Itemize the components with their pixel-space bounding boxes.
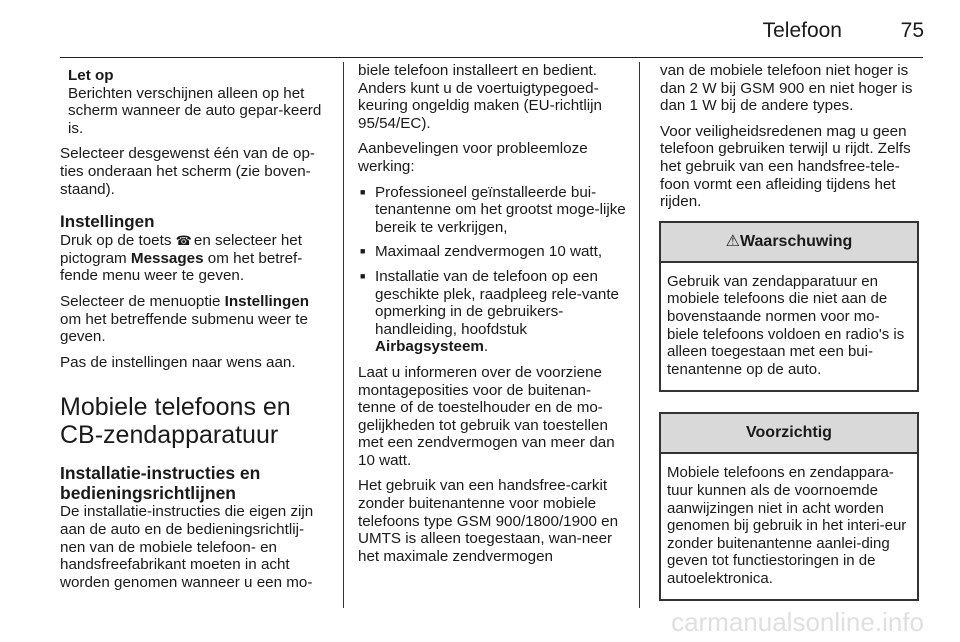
paragraph: Het gebruik van een handsfree-carkit zonder buitenantenne voor mobiele telefoons type GSM 900/1800/1900 en UMTS is alleen toegestaan, wan-neer het maximale zendvermogen <box>358 477 619 565</box>
heading-instellingen: Instellingen <box>60 212 155 232</box>
paragraph: Pas de instellingen naar wens aan. <box>60 353 296 371</box>
phone-icon: ☎ <box>175 233 192 249</box>
header-divider <box>60 57 923 58</box>
watermark: carmanualsonline.info <box>671 607 924 637</box>
paragraph: De installatie-instructies die eigen zijn aan de auto en de bedieningsrichtlij-nen van de mobiele telefoon- en handsfreefabrikant moeten in acht worden genomen wanneer u een mo- <box>60 503 314 591</box>
paragraph: Druk op de toets ☎ en selecteer het pictogram Messages om het betref-fende menu weer te geven. <box>60 232 303 285</box>
paragraph: Laat u informeren over de voorziene montageposities voor de buitenan-tenne of de toestelhouder en de mo-gelijkheden tot gebruik van toestellen met een zendvermogen van meer dan 10 watt. <box>358 363 615 469</box>
caution-title: Voorzichtig <box>746 424 832 442</box>
list-item: ■ Maximaal zendvermogen 10 watt, <box>358 243 626 261</box>
column-divider-2 <box>639 62 640 608</box>
caution-box <box>659 412 919 601</box>
note-text: Berichten verschijnen alleen op het scherm wanneer de auto gepar-keerd is. <box>68 84 322 137</box>
column-divider-1 <box>343 62 344 608</box>
note-title: Let op <box>68 67 114 84</box>
warning-title: Waarschuwing <box>740 232 853 250</box>
paragraph: Aanbevelingen voor probleemloze werking: <box>358 140 588 175</box>
page-number: 75 <box>900 19 924 42</box>
list-item: ■ Professioneel geïnstalleerde bui-tenantenne om het grootst moge-lijke bereik te verkrijgen, <box>358 184 626 237</box>
subsection-heading: Installatie-instructies en bedieningsrichtlijnen <box>60 463 261 504</box>
section-heading: Mobiele telefoons en CB-zendapparatuur <box>60 393 291 450</box>
paragraph: Voor veiligheidsredenen mag u geen telefoon gebruiken terwijl u rijdt. Zelfs het gebruik van een handsfree-tele-foon vormt een afleiding tijdens het rijden. <box>660 122 911 211</box>
list-item: ■ Installatie van de telefoon op een geschikte plek, raadpleeg rele-vante opmerking in de gebruikers-handleiding, hoofdstuk Airbagsysteem. <box>358 268 626 356</box>
caution-text: Mobiele telefoons en zendappara-tuur kunnen als de voornoemde aanwijzingen niet in acht worden genomen bij gebruik in het interi-eur zonder buitenantenne aanlei-ding geven tot functiestoringen in de autoelektronica. <box>667 464 907 587</box>
paragraph: Selecteer desgewenst één van de op-ties onderaan het scherm (zie boven-staand). <box>60 145 315 198</box>
caution-header <box>661 414 917 454</box>
note-block <box>60 67 326 137</box>
warning-box <box>659 221 919 393</box>
recommendation-list <box>358 184 626 356</box>
warning-text: Gebruik van zendapparatuur en mobiele telefoons die niet aan de bovenstaande normen voor mo-biele telefoons voldoen en radio's is alleen toegestaan met een bui-tenantenne op de auto. <box>667 272 905 378</box>
column-3 <box>660 62 922 601</box>
menu-term: Instellingen <box>224 292 310 310</box>
column-2 <box>358 62 626 573</box>
menu-term: Messages <box>130 249 204 267</box>
paragraph: Selecteer de menuoptie Instellingen om het betreffende submenu weer te geven. <box>60 292 310 346</box>
warning-icon: ⚠ <box>725 232 741 250</box>
paragraph: van de mobiele telefoon niet hoger is dan 2 W bij GSM 900 en niet hoger is dan 1 W bij de andere types. <box>660 62 913 115</box>
page-title: Telefoon <box>762 19 842 42</box>
column-1 <box>60 62 326 599</box>
paragraph: biele telefoon installeert en bedient. Anders kunt u de voertuigtypegoed-keuring ongeldig maken (EU-richtlijn 95/54/EC). <box>358 62 602 132</box>
chapter-reference: Airbagsysteem <box>375 338 484 356</box>
warning-header <box>661 223 917 263</box>
